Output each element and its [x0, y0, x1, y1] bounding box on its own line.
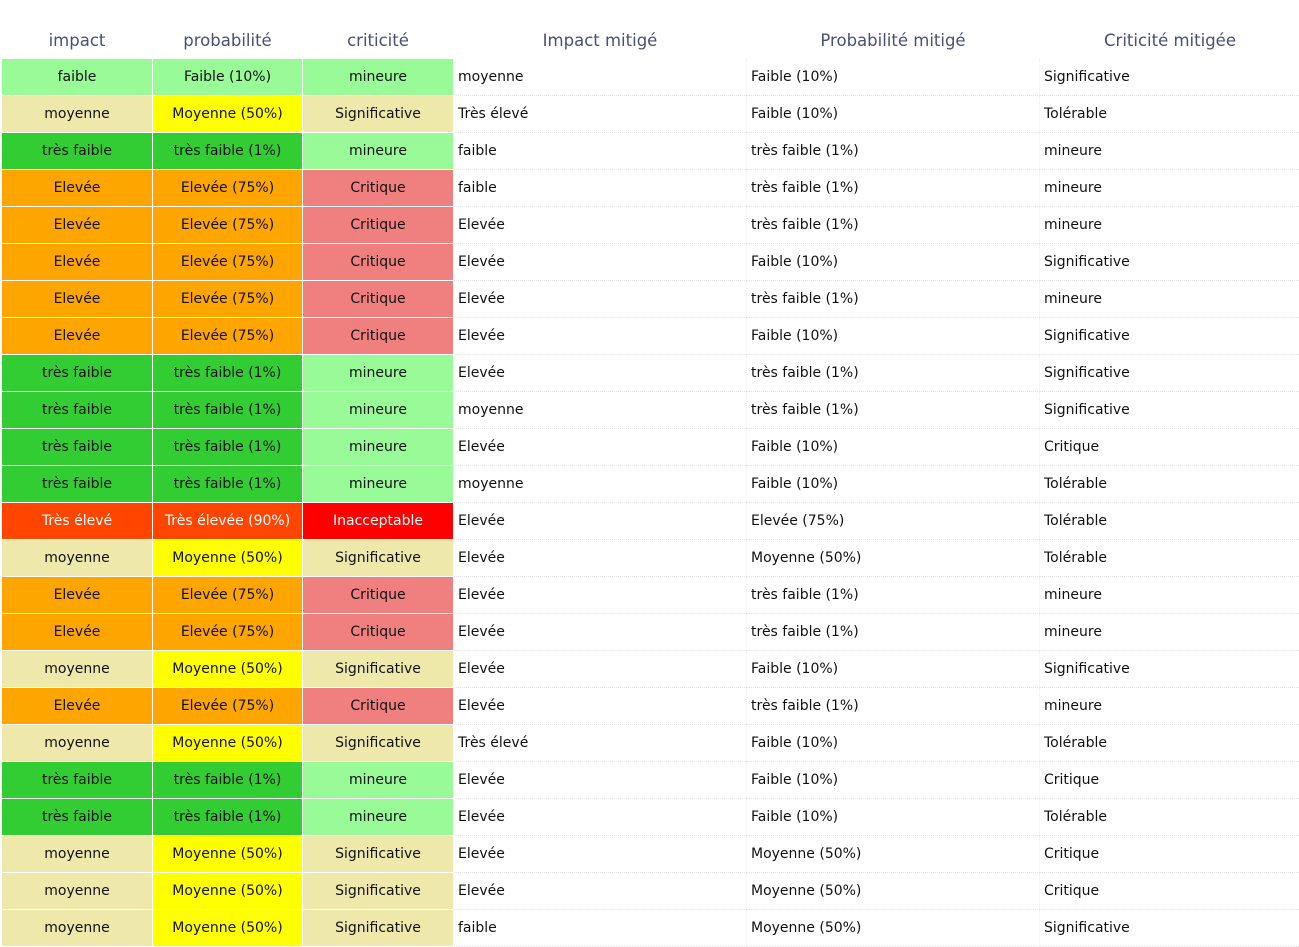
cell-impact-mitige: Elevée — [454, 651, 747, 688]
cell-criticite: Significative — [303, 725, 454, 762]
cell-probabilite-mitige: Faible (10%) — [747, 725, 1040, 762]
cell-probabilite: Moyenne (50%) — [153, 836, 303, 873]
cell-impact: moyenne — [2, 651, 153, 688]
cell-impact: moyenne — [2, 873, 153, 910]
cell-probabilite-mitige: Moyenne (50%) — [747, 836, 1040, 873]
table-row[interactable] — [2, 873, 1299, 910]
cell-impact-mitige: moyenne — [454, 392, 747, 429]
cell-probabilite: très faible (1%) — [153, 133, 303, 170]
cell-impact-mitige: Elevée — [454, 799, 747, 836]
cell-criticite: mineure — [303, 133, 454, 170]
table-row[interactable] — [2, 466, 1299, 503]
table-row[interactable] — [2, 910, 1299, 947]
cell-criticite-mitigee: Significative — [1040, 651, 1299, 688]
table-row[interactable] — [2, 429, 1299, 466]
cell-criticite-mitigee: mineure — [1040, 170, 1299, 207]
cell-criticite-mitigee: mineure — [1040, 281, 1299, 318]
cell-impact: Elevée — [2, 244, 153, 281]
cell-criticite: Critique — [303, 207, 454, 244]
cell-criticite: mineure — [303, 466, 454, 503]
cell-probabilite-mitige: Faible (10%) — [747, 429, 1040, 466]
cell-criticite-mitigee: Significative — [1040, 59, 1299, 96]
cell-probabilite-mitige: Faible (10%) — [747, 318, 1040, 355]
cell-impact: moyenne — [2, 96, 153, 133]
cell-probabilite-mitige: Elevée (75%) — [747, 503, 1040, 540]
column-header-probabilite[interactable]: probabilité — [153, 22, 303, 59]
cell-probabilite: Moyenne (50%) — [153, 96, 303, 133]
cell-criticite: mineure — [303, 392, 454, 429]
table-row[interactable] — [2, 762, 1299, 799]
table-row[interactable] — [2, 96, 1299, 133]
cell-impact: très faible — [2, 762, 153, 799]
cell-probabilite-mitige: Faible (10%) — [747, 799, 1040, 836]
cell-probabilite: Moyenne (50%) — [153, 873, 303, 910]
cell-criticite: Inacceptable — [303, 503, 454, 540]
table-row[interactable] — [2, 392, 1299, 429]
cell-probabilite-mitige: Moyenne (50%) — [747, 873, 1040, 910]
cell-impact-mitige: faible — [454, 910, 747, 947]
cell-impact: Elevée — [2, 614, 153, 651]
cell-impact-mitige: Elevée — [454, 873, 747, 910]
cell-impact-mitige: Très élevé — [454, 725, 747, 762]
cell-criticite-mitigee: Significative — [1040, 244, 1299, 281]
cell-impact: très faible — [2, 466, 153, 503]
cell-impact-mitige: Elevée — [454, 355, 747, 392]
cell-impact: moyenne — [2, 540, 153, 577]
cell-probabilite: Moyenne (50%) — [153, 910, 303, 947]
cell-probabilite: très faible (1%) — [153, 392, 303, 429]
cell-probabilite-mitige: très faible (1%) — [747, 392, 1040, 429]
cell-impact-mitige: faible — [454, 133, 747, 170]
cell-criticite-mitigee: Critique — [1040, 762, 1299, 799]
cell-probabilite-mitige: Faible (10%) — [747, 59, 1040, 96]
table-row[interactable] — [2, 207, 1299, 244]
cell-probabilite: très faible (1%) — [153, 799, 303, 836]
table-row[interactable] — [2, 725, 1299, 762]
cell-impact: très faible — [2, 355, 153, 392]
cell-criticite: Significative — [303, 836, 454, 873]
cell-criticite: mineure — [303, 762, 454, 799]
table-body — [2, 59, 1299, 947]
cell-criticite: Critique — [303, 170, 454, 207]
cell-criticite: Significative — [303, 910, 454, 947]
table-row[interactable] — [2, 688, 1299, 725]
cell-probabilite-mitige: très faible (1%) — [747, 614, 1040, 651]
cell-impact: faible — [2, 59, 153, 96]
table-header-row — [2, 22, 1299, 59]
cell-criticite-mitigee: mineure — [1040, 614, 1299, 651]
table-row[interactable] — [2, 836, 1299, 873]
cell-probabilite: Elevée (75%) — [153, 281, 303, 318]
table-row[interactable] — [2, 244, 1299, 281]
cell-probabilite: Moyenne (50%) — [153, 540, 303, 577]
column-header-criticite-mitigee[interactable]: Criticité mitigée — [1040, 22, 1299, 59]
cell-impact-mitige: Elevée — [454, 762, 747, 799]
table-row[interactable] — [2, 799, 1299, 836]
cell-impact-mitige: moyenne — [454, 466, 747, 503]
column-header-probabilite-mitige[interactable]: Probabilité mitigé — [747, 22, 1040, 59]
cell-criticite-mitigee: Critique — [1040, 429, 1299, 466]
cell-impact: moyenne — [2, 910, 153, 947]
column-header-criticite[interactable]: criticité — [303, 22, 454, 59]
cell-criticite: mineure — [303, 429, 454, 466]
cell-impact: très faible — [2, 133, 153, 170]
cell-probabilite: Elevée (75%) — [153, 577, 303, 614]
cell-probabilite: Elevée (75%) — [153, 207, 303, 244]
cell-criticite-mitigee: mineure — [1040, 207, 1299, 244]
cell-probabilite-mitige: Faible (10%) — [747, 96, 1040, 133]
risk-table — [1, 22, 1299, 947]
table-row[interactable] — [2, 170, 1299, 207]
cell-probabilite: très faible (1%) — [153, 429, 303, 466]
cell-criticite-mitigee: mineure — [1040, 577, 1299, 614]
table-row[interactable] — [2, 281, 1299, 318]
cell-criticite: Critique — [303, 688, 454, 725]
cell-criticite: Significative — [303, 873, 454, 910]
cell-impact: Elevée — [2, 170, 153, 207]
cell-impact-mitige: Elevée — [454, 614, 747, 651]
cell-impact-mitige: Elevée — [454, 577, 747, 614]
column-header-impact-mitige[interactable]: Impact mitigé — [454, 22, 747, 59]
cell-probabilite: Elevée (75%) — [153, 318, 303, 355]
cell-probabilite-mitige: Faible (10%) — [747, 244, 1040, 281]
cell-impact-mitige: Elevée — [454, 540, 747, 577]
cell-probabilite-mitige: Moyenne (50%) — [747, 540, 1040, 577]
cell-criticite: Critique — [303, 614, 454, 651]
table-row[interactable] — [2, 355, 1299, 392]
cell-impact: Elevée — [2, 207, 153, 244]
cell-criticite: Significative — [303, 540, 454, 577]
cell-impact-mitige: faible — [454, 170, 747, 207]
table-row[interactable] — [2, 503, 1299, 540]
cell-impact: Elevée — [2, 281, 153, 318]
cell-criticite-mitigee: Tolérable — [1040, 466, 1299, 503]
cell-criticite-mitigee: Tolérable — [1040, 725, 1299, 762]
cell-criticite-mitigee: Tolérable — [1040, 96, 1299, 133]
cell-probabilite: très faible (1%) — [153, 355, 303, 392]
cell-probabilite: Elevée (75%) — [153, 614, 303, 651]
cell-criticite: mineure — [303, 355, 454, 392]
cell-probabilite: Moyenne (50%) — [153, 651, 303, 688]
cell-probabilite: Faible (10%) — [153, 59, 303, 96]
cell-criticite-mitigee: Significative — [1040, 910, 1299, 947]
cell-criticite-mitigee: Significative — [1040, 318, 1299, 355]
cell-probabilite: Très élevée (90%) — [153, 503, 303, 540]
cell-impact-mitige: Elevée — [454, 688, 747, 725]
cell-impact: très faible — [2, 799, 153, 836]
cell-probabilite-mitige: très faible (1%) — [747, 281, 1040, 318]
cell-probabilite: très faible (1%) — [153, 762, 303, 799]
cell-probabilite-mitige: très faible (1%) — [747, 207, 1040, 244]
cell-criticite: Significative — [303, 96, 454, 133]
cell-impact-mitige: Elevée — [454, 281, 747, 318]
cell-criticite-mitigee: Significative — [1040, 355, 1299, 392]
cell-impact-mitige: moyenne — [454, 59, 747, 96]
cell-criticite-mitigee: Tolérable — [1040, 540, 1299, 577]
table-row[interactable] — [2, 651, 1299, 688]
cell-impact: moyenne — [2, 725, 153, 762]
cell-probabilite-mitige: Moyenne (50%) — [747, 910, 1040, 947]
cell-probabilite-mitige: très faible (1%) — [747, 577, 1040, 614]
cell-criticite-mitigee: Critique — [1040, 836, 1299, 873]
cell-criticite-mitigee: Critique — [1040, 873, 1299, 910]
cell-criticite: mineure — [303, 799, 454, 836]
cell-criticite: Critique — [303, 577, 454, 614]
cell-criticite: Significative — [303, 651, 454, 688]
cell-impact-mitige: Elevée — [454, 429, 747, 466]
column-header-impact[interactable]: impact — [2, 22, 153, 59]
cell-impact-mitige: Elevée — [454, 836, 747, 873]
table-row[interactable] — [2, 614, 1299, 651]
table-row[interactable] — [2, 577, 1299, 614]
cell-criticite: Critique — [303, 318, 454, 355]
cell-probabilite: très faible (1%) — [153, 466, 303, 503]
cell-criticite-mitigee: Tolérable — [1040, 799, 1299, 836]
cell-criticite-mitigee: mineure — [1040, 688, 1299, 725]
cell-criticite-mitigee: Tolérable — [1040, 503, 1299, 540]
cell-impact-mitige: Elevée — [454, 503, 747, 540]
cell-probabilite-mitige: Faible (10%) — [747, 466, 1040, 503]
cell-probabilite-mitige: Faible (10%) — [747, 651, 1040, 688]
cell-impact: Elevée — [2, 577, 153, 614]
table-row[interactable] — [2, 540, 1299, 577]
cell-criticite: mineure — [303, 59, 454, 96]
cell-criticite-mitigee: Significative — [1040, 392, 1299, 429]
cell-criticite-mitigee: mineure — [1040, 133, 1299, 170]
cell-probabilite: Elevée (75%) — [153, 244, 303, 281]
cell-probabilite-mitige: Faible (10%) — [747, 762, 1040, 799]
table-row[interactable] — [2, 318, 1299, 355]
cell-probabilite-mitige: très faible (1%) — [747, 355, 1040, 392]
cell-impact: moyenne — [2, 836, 153, 873]
table-row[interactable] — [2, 133, 1299, 170]
cell-criticite: Critique — [303, 244, 454, 281]
cell-impact-mitige: Elevée — [454, 318, 747, 355]
cell-probabilite: Elevée (75%) — [153, 688, 303, 725]
cell-probabilite: Elevée (75%) — [153, 170, 303, 207]
cell-impact: très faible — [2, 429, 153, 466]
cell-impact-mitige: Elevée — [454, 207, 747, 244]
cell-criticite: Critique — [303, 281, 454, 318]
cell-impact: très faible — [2, 392, 153, 429]
cell-probabilite-mitige: très faible (1%) — [747, 133, 1040, 170]
table-row[interactable] — [2, 59, 1299, 96]
cell-impact: Elevée — [2, 688, 153, 725]
cell-probabilite: Moyenne (50%) — [153, 725, 303, 762]
cell-probabilite-mitige: très faible (1%) — [747, 688, 1040, 725]
cell-impact: Elevée — [2, 318, 153, 355]
cell-impact-mitige: Très élevé — [454, 96, 747, 133]
cell-impact: Très élevé — [2, 503, 153, 540]
cell-impact-mitige: Elevée — [454, 244, 747, 281]
cell-probabilite-mitige: très faible (1%) — [747, 170, 1040, 207]
